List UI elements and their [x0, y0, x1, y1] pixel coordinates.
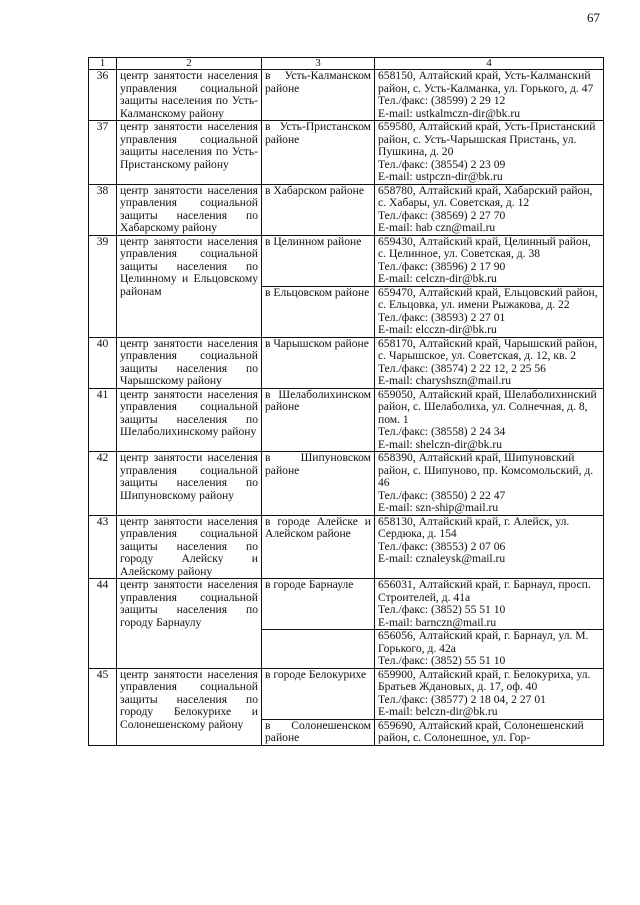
phone-fax: Тел./факс: (38596) 2 17 90 [378, 259, 506, 273]
center-name: центр занятости населения управления социальной защиты населения по Целинному и Ельцовскому районам [117, 235, 262, 337]
row-number: 41 [89, 388, 117, 452]
service-area: в Хабарском районе [262, 184, 375, 235]
center-name: центр занятости населения управления социальной защиты населения по Чарышскому району [117, 337, 262, 388]
row-number: 40 [89, 337, 117, 388]
service-area: в Шипуновском районе [262, 452, 375, 516]
contact-info [375, 70, 604, 121]
email-address[interactable]: E-mail: celczn-dir@bk.ru [378, 272, 497, 285]
phone-fax: Тел./факс: (38569) 2 27 70 [378, 208, 506, 222]
postal-address: 658150, Алтайский край, Усть-Калманский район, с. Усть-Калманка, ул. Горького, д. 47 [378, 69, 594, 95]
service-area: в городе Белокурихе [262, 668, 375, 719]
postal-address: 658780, Алтайский край, Хабарский район, с. Хабары, ул. Советская, д. 12 [378, 183, 596, 209]
service-area: в Шелаболихинском районе [262, 388, 375, 452]
row-number: 45 [89, 668, 117, 745]
row-number: 43 [89, 515, 117, 579]
phone-fax: Тел./факс: (38574) 2 22 12, 2 25 56 [378, 361, 546, 375]
service-area: в городе Алейске и Алейском районе [262, 515, 375, 579]
contact-info [375, 286, 604, 337]
row-number: 39 [89, 235, 117, 337]
contact-info [375, 452, 604, 516]
postal-address: 659470, Алтайский край, Ельцовский район, с. Ельцовка, ул. имени Рыжакова, д. 22 [378, 285, 601, 311]
phone-fax: Тел./факс: (38577) 2 18 04, 2 27 01 [378, 692, 546, 706]
column-header: 1 [89, 58, 117, 70]
contact-info [375, 719, 604, 745]
postal-address: 659900, Алтайский край, г. Белокуриха, ул. Братьев Ждановых, д. 17, оф. 40 [378, 667, 594, 693]
table-row [89, 184, 604, 235]
center-name: центр занятости населения управления социальной защиты населения по Хабарскому району [117, 184, 262, 235]
email-address[interactable]: E-mail: cznaleysk@mail.ru [378, 552, 506, 565]
phone-fax: Тел./факс: (3852) 55 51 10 [378, 654, 506, 667]
service-area: в Целинном районе [262, 235, 375, 286]
column-header: 3 [262, 58, 375, 70]
table-row [89, 235, 604, 286]
contact-info [375, 337, 604, 388]
row-number: 38 [89, 184, 117, 235]
email-address[interactable]: E-mail: ustkalmczn-dir@bk.ru [378, 106, 521, 120]
phone-fax: Тел./факс: (38558) 2 24 34 [378, 425, 506, 438]
phone-fax: Тел./факс: (38554) 2 23 09 [378, 157, 506, 171]
email-address[interactable]: E-mail: belczn-dir@bk.ru [378, 705, 498, 718]
postal-address: 656031, Алтайский край, г. Барнаул, просп. Строителей, д. 41а [378, 578, 594, 604]
email-address[interactable]: E-mail: charyshszn@mail.ru [378, 374, 512, 387]
postal-address: 658170, Алтайский край, Чарышский район, с. Чарышское, ул. Советская, д. 12, кв. 2 [378, 336, 601, 362]
center-name: центр занятости населения управления социальной защиты населения по городу Белокурихе и Солонешенскому району [117, 668, 262, 745]
email-address[interactable]: E-mail: hab czn@mail.ru [378, 221, 496, 234]
phone-fax: Тел./факс: (3852) 55 51 10 [378, 603, 506, 616]
phone-fax: Тел./факс: (38550) 2 22 47 [378, 488, 506, 502]
service-area: в Усть-Пристанском районе [262, 121, 375, 185]
contact-info [375, 121, 604, 185]
service-area: в Чарышском районе [262, 337, 375, 388]
email-address[interactable]: E-mail: ustpczn-dir@bk.ru [378, 170, 503, 183]
column-header: 4 [375, 58, 604, 70]
service-area: в Ельцовском районе [262, 286, 375, 337]
table-row [89, 70, 604, 121]
postal-address: 658130, Алтайский край, г. Алейск, ул. Сердюка, д. 154 [378, 514, 573, 540]
center-name: центр занятости населения управления социальной защиты населения по Шелаболихинскому району [117, 388, 262, 452]
contact-info [375, 515, 604, 579]
contact-info [375, 184, 604, 235]
contact-info [375, 235, 604, 286]
table-row [89, 668, 604, 719]
postal-address: 659580, Алтайский край, Усть-Пристанский район, с. Усть-Чарышская Пристань, ул. Пушкина, д. 20 [378, 120, 599, 158]
phone-fax: Тел./факс: (38599) 2 29 12 [378, 94, 506, 107]
service-area [262, 630, 375, 669]
table-header-row [89, 58, 604, 70]
center-name: центр занятости населения управления социальной защиты населения по Усть-Калманскому району [117, 70, 262, 121]
postal-address: 656056, Алтайский край, г. Барнаул, ул. М. Горького, д. 42а [378, 629, 592, 655]
postal-address: 658390, Алтайский край, Шипуновский район, с. Шипуново, пр. Комсомольский, д. 46 [378, 451, 597, 489]
page-number: 67 [587, 10, 600, 25]
table-row [89, 121, 604, 185]
row-number: 44 [89, 579, 117, 669]
center-name: центр занятости населения управления социальной защиты населения по городу Алейску и Алейскому району [117, 515, 262, 579]
table-row [89, 337, 604, 388]
postal-address: 659430, Алтайский край, Целинный район, с. Целинное, ул. Советская, д. 38 [378, 234, 594, 260]
contact-info [375, 388, 604, 452]
row-number: 42 [89, 452, 117, 516]
postal-address: 659690, Алтайский край, Солонешенский район, с. Солонешное, ул. Гор- [378, 718, 587, 744]
table-row [89, 579, 604, 630]
table-row [89, 452, 604, 516]
row-number: 37 [89, 121, 117, 185]
row-number: 36 [89, 70, 117, 121]
email-address[interactable]: E-mail: barnczn@mail.ru [378, 615, 497, 629]
contact-info [375, 630, 604, 669]
service-area: в Солонешенском районе [262, 719, 375, 745]
contact-info [375, 579, 604, 630]
service-area: в городе Барнауле [262, 579, 375, 630]
table-row [89, 388, 604, 452]
phone-fax: Тел./факс: (38593) 2 27 01 [378, 310, 506, 324]
center-name: центр занятости населения управления социальной защиты населения по городу Барнаулу [117, 579, 262, 669]
employment-centers-table [88, 57, 604, 746]
postal-address: 659050, Алтайский край, Шелаболихинский район, с. Шелаболиха, ул. Солнечная, д. 8, пом. 1 [378, 387, 600, 426]
email-address[interactable]: E-mail: szn-ship@mail.ru [378, 501, 499, 514]
email-address[interactable]: E-mail: elcczn-dir@bk.ru [378, 323, 497, 336]
column-header: 2 [117, 58, 262, 70]
table-row [89, 515, 604, 579]
phone-fax: Тел./факс: (38553) 2 07 06 [378, 539, 506, 553]
service-area: в Усть-Калманском районе [262, 70, 375, 121]
center-name: центр занятости населения управления социальной защиты населения по Усть-Пристанскому району [117, 121, 262, 185]
center-name: центр занятости населения управления социальной защиты населения по Шипуновскому району [117, 452, 262, 516]
contact-info [375, 668, 604, 719]
email-address[interactable]: E-mail: shelczn-dir@bk.ru [378, 437, 502, 451]
